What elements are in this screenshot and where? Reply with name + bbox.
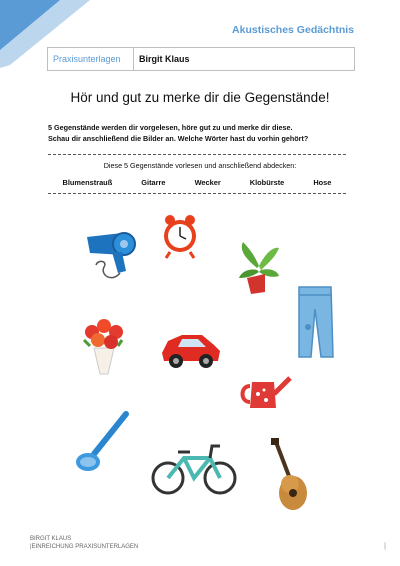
meta-value: Birgit Klaus	[139, 54, 190, 64]
cover-note: Diese 5 Gegenstände vorlesen und anschließend abdecken:	[103, 161, 297, 170]
car-icon	[158, 325, 224, 370]
meta-label: Praxisunterlagen	[48, 48, 134, 70]
meta-table	[47, 47, 355, 71]
word-item: Hose	[313, 178, 332, 187]
hair-dryer-icon	[82, 225, 147, 285]
word-item: Klobürste	[249, 178, 285, 187]
footer	[30, 535, 138, 551]
word-list	[48, 178, 346, 187]
jeans-icon	[295, 285, 335, 360]
word-item: Wecker	[194, 178, 221, 187]
divider	[48, 193, 346, 194]
watering-can-icon	[238, 368, 294, 413]
bouquet-icon	[78, 312, 130, 377]
brand-title: Akustisches Gedächtnis	[232, 24, 354, 36]
guitar-icon	[262, 438, 312, 516]
alarm-clock-icon	[160, 212, 200, 260]
toilet-brush-icon	[72, 410, 132, 475]
footer-author: BIRGIT KLAUS	[30, 536, 72, 542]
word-item: Gitarre	[141, 178, 166, 187]
divider	[48, 154, 346, 155]
instructions	[48, 122, 358, 144]
potted-plant-icon	[235, 238, 283, 298]
footer-note: |EINREICHUNG PRAXISUNTERLAGEN	[30, 544, 139, 550]
word-item: Blumenstrauß	[62, 178, 113, 187]
instruction-line: Schau dir anschließend die Bilder an. Welche Wörter hast du vorhin gehört?	[48, 134, 309, 143]
page-marker: |	[384, 543, 386, 550]
bicycle-icon	[150, 440, 238, 498]
page-title: Hör und gut zu merke dir die Gegenstände!	[70, 90, 330, 105]
instruction-line: 5 Gegenstände werden dir vorgelesen, höre gut zu und merke dir diese.	[48, 123, 293, 132]
